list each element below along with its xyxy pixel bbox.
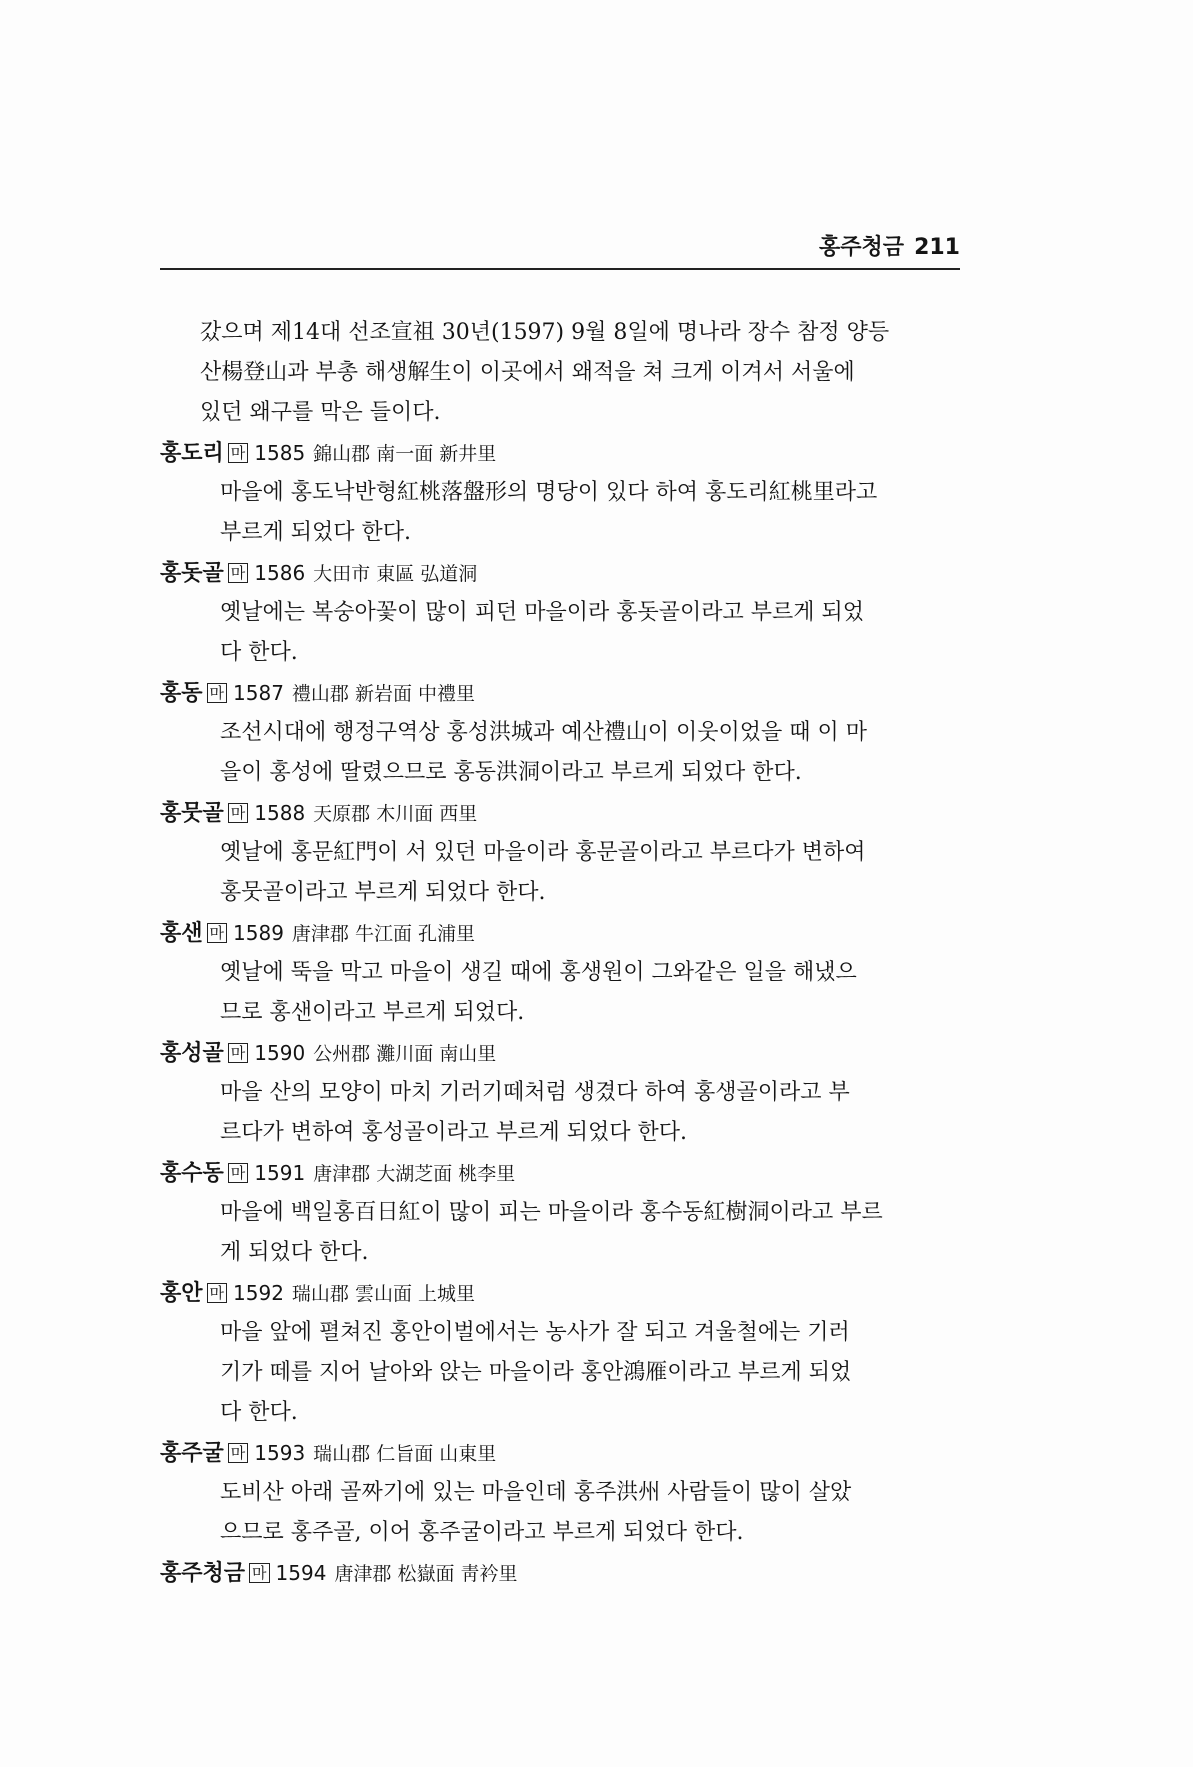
text-line: 홍뭇골이라고 부르게 되었다 한다.	[220, 880, 546, 905]
text-line: 부르게 되었다 한다.	[220, 520, 411, 545]
category-badge: 마	[207, 683, 228, 703]
category-badge: 마	[228, 443, 249, 463]
entry-location: 禮山郡 新岩面 中禮里	[291, 683, 476, 705]
entry-number: 1593	[254, 1441, 306, 1465]
text-line: 게 되었다 한다.	[220, 1240, 369, 1265]
category-badge: 마	[228, 1043, 249, 1063]
entry-number: 1592	[233, 1281, 284, 1305]
entry-number: 1591	[254, 1161, 306, 1185]
entry-number: 1587	[233, 681, 284, 705]
text-line: 마을에 홍도낙반형紅桃落盤形의 명당이 있다 하여 홍도리紅桃里라고	[220, 480, 878, 505]
headword: 홍주굴	[160, 1441, 224, 1466]
category-badge: 마	[207, 1283, 228, 1303]
entry-location: 瑞山郡 雲山面 上城里	[291, 1283, 476, 1305]
headword: 홍돗골	[160, 561, 224, 586]
entry-head	[160, 1433, 980, 1473]
entry	[160, 913, 980, 1033]
headword: 홍수동	[160, 1161, 224, 1186]
text-line: 마을 앞에 펼쳐진 홍안이벌에서는 농사가 잘 되고 겨울철에는 기러	[220, 1320, 850, 1345]
entry-location: 公州郡 灘川面 南山里	[313, 1043, 497, 1065]
text-line: 기가 떼를 지어 날아와 앉는 마을이라 홍안鴻雁이라고 부르게 되었	[220, 1360, 852, 1385]
page-number: 211	[914, 235, 960, 260]
text-line: 마을 산의 모양이 마치 기러기떼처럼 생겼다 하여 홍생골이라고 부	[220, 1080, 850, 1105]
headword: 홍샌	[160, 921, 203, 946]
text-line: 을이 홍성에 딸렸으므로 홍동洪洞이라고 부르게 되었다 한다.	[220, 760, 802, 785]
entry	[160, 1273, 980, 1433]
headword: 홍안	[160, 1281, 203, 1306]
category-badge: 마	[228, 1443, 249, 1463]
text-line: 옛날에 홍문紅門이 서 있던 마을이라 홍문골이라고 부르다가 변하여	[220, 840, 866, 865]
text-line: 르다가 변하여 홍성골이라고 부르게 되었다 한다.	[220, 1120, 688, 1145]
entry	[160, 1433, 980, 1553]
entry	[160, 1153, 980, 1273]
text-line: 조선시대에 행정구역상 홍성洪城과 예산禮山이 이웃이었을 때 이 마	[220, 720, 868, 745]
text-line: 있던 왜구를 막은 들이다.	[200, 400, 441, 425]
body-text	[160, 313, 980, 1593]
entry-location: 錦山郡 南一面 新井里	[313, 443, 497, 465]
entry-head	[160, 673, 980, 713]
category-badge: 마	[228, 563, 249, 583]
category-badge: 마	[207, 923, 228, 943]
entry-location: 唐津郡 牛江面 孔浦里	[291, 923, 476, 945]
entry-head	[160, 1553, 980, 1593]
entry-number: 1589	[233, 921, 284, 945]
entry-location: 大田市 東區 弘道洞	[313, 563, 478, 585]
entry-head	[160, 553, 980, 593]
entry-head	[160, 433, 980, 473]
entry-number: 1590	[254, 1041, 306, 1065]
entry-number: 1588	[254, 801, 306, 825]
entry	[160, 433, 980, 553]
entry-head	[160, 1273, 980, 1313]
category-badge: 마	[228, 1163, 249, 1183]
entry	[160, 1553, 980, 1593]
headword: 홍동	[160, 681, 203, 706]
entry	[160, 1033, 980, 1153]
entry	[160, 553, 980, 673]
text-line: 산楊登山과 부총 해생解生이 이곳에서 왜적을 쳐 크게 이겨서 서울에	[200, 360, 855, 385]
text-line: 갔으며 제14대 선조宣祖 30년(1597) 9월 8일에 명나라 장수 참정 양등	[200, 320, 890, 345]
entry-number: 1594	[275, 1561, 327, 1585]
entry	[160, 673, 980, 793]
entry-location: 天原郡 木川面 西里	[313, 803, 478, 825]
text-line: 옛날에는 복숭아꽃이 많이 피던 마을이라 홍돗골이라고 부르게 되었	[220, 600, 865, 625]
text-line: 마을에 백일홍百日紅이 많이 피는 마을이라 홍수동紅樹洞이라고 부르	[220, 1200, 883, 1225]
text-line: 옛날에 뚝을 막고 마을이 생길 때에 홍생원이 그와같은 일을 해냈으	[220, 960, 857, 985]
entry	[160, 793, 980, 913]
category-badge: 마	[249, 1563, 270, 1583]
entry-number: 1586	[254, 561, 306, 585]
text-line: 으므로 홍주골, 이어 홍주굴이라고 부르게 되었다 한다.	[220, 1520, 744, 1545]
entry-head	[160, 913, 980, 953]
text-line: 다 한다.	[220, 640, 298, 665]
text-line: 다 한다.	[220, 1400, 298, 1425]
entry-location: 瑞山郡 仁旨面 山東里	[313, 1443, 497, 1465]
entry-head	[160, 1033, 980, 1073]
headword: 홍주청금	[160, 1561, 246, 1586]
entry-number: 1585	[254, 441, 306, 465]
text-line: 므로 홍샌이라고 부르게 되었다.	[220, 1000, 525, 1025]
running-head	[160, 232, 960, 270]
text-line: 도비산 아래 골짜기에 있는 마을인데 홍주洪州 사람들이 많이 살았	[220, 1480, 852, 1505]
category-badge: 마	[228, 803, 249, 823]
entry-location: 唐津郡 松嶽面 靑衿里	[334, 1563, 518, 1585]
entry-head	[160, 1153, 980, 1193]
headword: 홍성골	[160, 1041, 224, 1066]
headword: 홍도리	[160, 441, 224, 466]
page-title: 홍주청금	[819, 235, 905, 260]
entry-head	[160, 793, 980, 833]
intro-paragraph	[160, 313, 980, 433]
headword: 홍뭇골	[160, 801, 224, 826]
entry-location: 唐津郡 大湖芝面 桃李里	[313, 1163, 516, 1185]
